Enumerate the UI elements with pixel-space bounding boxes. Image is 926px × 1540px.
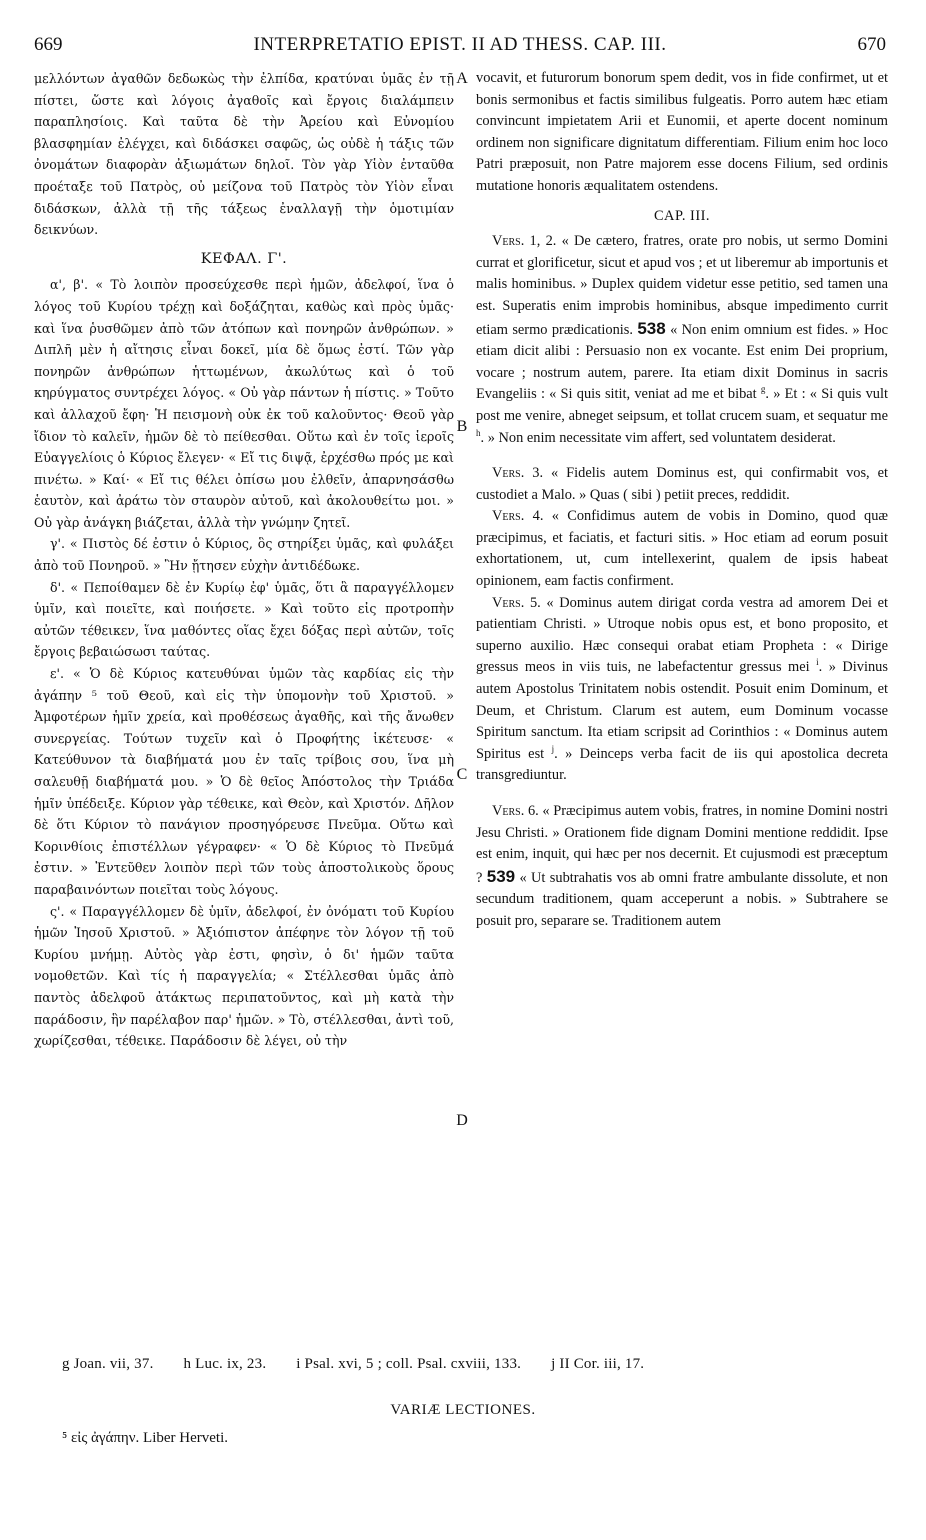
latin-chapter-heading: CAP. III. [653,207,711,224]
latin-verse-5 [476,593,888,787]
verse-label: Vers. 1, 2. [492,233,557,250]
footnote-ref-j: j [551,744,555,755]
variae-lectiones-title: VARIÆ LECTIONES. [390,1402,536,1418]
latin-verse-6 [476,801,888,933]
footnote-g: g Joan. vii, 37. [62,1356,154,1372]
margin-letter-c: C [456,766,468,783]
greek-verse-3: γ'. « Πιστὸς δέ ἐστιν ὁ Κύριος, ὃς στηρίξει ὑμᾶς, καὶ φυλάξει ἀπὸ τοῦ Πονηροῦ. » Ἣν ᾔτησεν εὐχὴν ἀντιδέδωκε. [34,536,454,574]
margin-letter-a: A [456,70,468,87]
greek-verse-6: ς'. « Παραγγέλλομεν δὲ ὑμῖν, ἀδελφοί, ἐν ὀνόματι τοῦ Κυρίου ἡμῶν Ἰησοῦ Χριστοῦ. » Ἀξιόπιστον ἀπέφηνε τὸν λόγον τῇ τοῦ Κυρίου μνήμῃ. Αὐτὸς γὰρ ἐστι, φησὶν, ὁ δι' ἡμῶν ταῦτα νομοθετῶν. Καὶ τίς ἡ παραγγελία; « Στέλλεσθαι ὑμᾶς ἀπὸ παντὸς ἀδελφοῦ ἀτάκτως περιπατοῦντος, καὶ μὴ κατὰ τὴν παράδοσιν, ἣν παρέλαβον παρ' ἡμῶν. » Τὸ, στέλλεσθαι, ἀντὶ τοῦ, χωρίζεσθαι, τέθεικε. Παράδοσιν δὲ λέγει, οὐ τὴν [34,903,454,1049]
page-number-left: 669 [34,34,63,55]
running-title: INTERPRETATIO EPIST. II AD THESS. CAP. III. [253,34,667,55]
margin-letter-b: B [456,418,468,435]
verse-label: Vers. 6. [492,803,539,819]
page-header [34,34,886,62]
page-number-right: 670 [857,34,886,55]
margin-letter-d: D [456,1112,468,1129]
verse-label: Vers. 3. [492,465,544,482]
verse-text: « Dominus autem dirigat corda vestra ad amorem Dei et patientiam Christi. » Utroque nobis opus est, et bono proposito, et superno auxilio. Hæc consequi orabat etiam Propheta : « Dirige gressus meos in viis tuis, ne labefactentur gressus mei [476,594,888,676]
column-number-538: 538 [637,318,666,338]
verse-text: « Præcipimus autem vobis, fratres, in nomine Domini nostri Jesu Christi. » Orationem fide dignam Domini mentione reddidit. Ipse est enim, inquit, qui hæc per nos decernit. Et cujusmodi est præceptum ? [476,803,888,886]
verse-text: « Non enim omnium est fides. » Hoc etiam dicit alibi : Persuasio non ex vocante. Est enim Dei proprium, vocare ; nostrum autem, parere. Ita etiam dixit Dominus in sacris Evangeliis : « Si quis sitit, veniat ad me et bibat [476,321,888,403]
verse-text: « Ut subtrahatis vos ab omni fratre ambulante dissolute, et non secundum traditionem, quam acceperunt a nobis. » Subtrahere se posuit pro, separare se. Traditionem autem [476,869,888,929]
verse-text: . » Et : « Si quis vult post me venire, abneget seipsum, et tollat crucem suam, et sequatur me [476,386,888,424]
latin-paragraph-intro: vocavit, et futurorum bonorum spem dedit, vos in fide confirmet, ut et bonis sermonibus et factis similibus fulgeatis. Porro autem hæc etiam convincunt impietatem Arii et Eunomii, et aperte docent nominum ordinem non significare dignitatum differentiam. Filium enim hoc loco Patri præposuit, non Patre majorem esse docens Filium, sed ordinis mutatione honoris æqualitatem ostendens. [476,70,888,194]
greek-paragraph-intro: μελλόντων ἀγαθῶν δεδωκὼς τὴν ἐλπίδα, κρατύναι ὑμᾶς ἐν τῇ πίστει, ὥστε καὶ λόγοις ἀγαθοῖς καὶ ἔργοις διαλάμπειν παραπλησίοις. Καὶ ταῦτα δὲ τὴν Ἀρείου καὶ Εὐνομίου βλασφημίαν ἐλέγχει, καὶ διδάσκει σαφῶς, ὡς οὐδὲ ἡ τάξις τῶν ὀνομάτων διαφορὰν ἀξιωμάτων δηλοῖ. Τὸν γὰρ Υἱὸν ἐνταῦθα προέταξε τοῦ Πατρὸς, οὐ μείζονα τοῦ Πατρὸς τὸν Υἱὸν εἶναι διδάσκων, ἀλλὰ τῇ τῆς τάξεως ἐναλλαγῇ τὴν ὁμοτιμίαν δεικνύων. [34,71,454,238]
footnote-j: j II Cor. iii, 17. [551,1356,645,1372]
verse-text: « Confidimus autem de vobis in Domino, quod quæ præcipimus, et faciatis, et facturi sitis. » Hoc etiam ad eorum posuit exhortationem, ut, cum intellexerint, qualem de ipsis habeat opinionem, eam factis confirment. [476,508,888,590]
column-number-539: 539 [486,866,516,886]
greek-verse-5: ε'. « Ὁ δὲ Κύριος κατευθύναι ὑμῶν τὰς καρδίας εἰς τὴν ἀγάπην ⁵ τοῦ Θεοῦ, καὶ εἰς τὴν ὑπομονὴν τοῦ Χριστοῦ. » Ἀμφοτέρων ἡμῖν χρεία, καὶ προθέσεως ἀγαθῆς, καὶ τῆς ἄνωθεν συνεργείας. Τούτων τυχεῖν καὶ ὁ Προφήτης ἱκέτευσε· « Κατεύθυνον τὰ διαβήματά μου ἐν ταῖς τρίβοις σου, ἵνα μὴ σαλευθῇ διαβήματά μου. » Ὁ δὲ θεῖος Ἀπόστολος τὴν Τριάδα ἡμῖν ὑπέδειξε. Κύριον γὰρ τέθεικε, καὶ Θεὸν, καὶ Χριστόν. Δῆλον δὲ ὅτι Κύριον τὸ πανάγιον προσηγόρευσε Πνεῦμα. Οὕτω καὶ Κορινθίοις ἐπιστέλλων γέγραφεν· « Ὁ δὲ Κύριος τὸ Πνεῦμά ἐστιν. » Ἐντεῦθεν λοιπὸν περὶ τῶν τοὺς ἀποστολικοὺς ὅρους παραβαινόντων ποιεῖται τοὺς λόγους. [34,666,454,897]
footnotes [62,1356,886,1373]
verse-text: « De cætero, fratres, orate pro nobis, ut sermo Domini currat et glorificetur, sicut et apud vos ; et ut liberemur ab importunis et malis hominibus. » Duplex quidem videtur esse petitio, sed tamen una est. Superatis enim improbis hominibus, absque impedimento currit etiam sermo prædicationis. [476,233,888,338]
verse-label: Vers. 5. [492,594,541,611]
verse-text: . » Non enim necessitate vim affert, sed voluntatem desiderat. [480,429,836,446]
latin-column [476,68,888,933]
greek-column [34,68,454,1052]
latin-verse-1-2 [476,231,888,449]
verse-label: Vers. 4. [492,508,544,525]
greek-verse-4: δ'. « Πεποίθαμεν δὲ ἐν Κυρίῳ ἐφ' ὑμᾶς, ὅτι ἃ παραγγέλλομεν ὑμῖν, καὶ ποιεῖτε, καὶ ποιήσετε. » Καὶ τοῦτο εἰς προτροπὴν αὐτῶν τέθεικεν, ἵνα μαθόντες οἵας ἔχει δόξας περὶ αὐτῶν, τοῖς ἔργοις βεβαιώσωσι ταύτας. [34,579,454,660]
greek-chapter-heading: ΚΕΦΑΛ. Γ'. [200,250,288,267]
footnote-ref-h: h [476,427,481,438]
verse-text: « Fidelis autem Dominus est, qui confirmabit vos, et custodiet a Malo. » Quas ( sibi ) petiit preces, reddidit. [476,465,888,503]
greek-verse-1-2: α', β'. « Τὸ λοιπὸν προσεύχεσθε περὶ ἡμῶν, ἀδελφοί, ἵνα ὁ λόγος τοῦ Κυρίου τρέχῃ καὶ δοξάζηται, καθὼς καὶ πρὸς ὑμᾶς· καὶ ἵνα ῥυσθῶμεν ἀπὸ τῶν ἀτόπων καὶ πονηρῶν ἀνθρώπων. » Διπλῆ μὲν ἡ αἴτησις εἶναι δοκεῖ, μία δὲ ὅμως ἐστί. Τῶν γὰρ πονηρῶν ἀνθρώπων ἡττωμένων, ἀκωλύτως καὶ ὁ τοῦ κηρύγματος συντρέχει λόγος. « Οὐ γὰρ πάντων ἡ πίστις. » Τοῦτο καὶ ἀλλαχοῦ ἔφη· Ἡ πεισμονὴ οὐκ ἐκ τοῦ καλοῦντος· Θεοῦ γὰρ ἴδιον τὸ καλεῖν, ἡμῶν δὲ τὸ πείθεσθαι. Οὕτω καὶ ἐν τοῖς ἱεροῖς Εὐαγγελίοις ὁ Κύριος ἔλεγεν· « Εἴ τις διψᾷ, ἐρχέσθω πρός με καὶ πινέτω. » Καί· « Εἴ τις θέλει ὀπίσω μου ἐλθεῖν, ἀπαρνησάσθω ἑαυτὸν, καὶ ἀράτω τὸν σταυρὸν αὐτοῦ, καὶ ἀκολουθείτω μοι. » Οὐ γὰρ ἀνάγκη βιάζεται, ἀλλὰ τὴν γνώμην ζητεῖ. [34,277,454,530]
latin-verse-4 [476,506,888,592]
footnote-ref-g: g [760,384,766,395]
footnote-ref-i: i [816,657,819,668]
latin-verse-3 [476,463,888,506]
verse-text: . » Deinceps verba facit de iis qui apostolica decreta transgrediuntur. [476,745,888,784]
footnote-h: h Luc. ix, 23. [183,1356,267,1372]
footnote-i: i Psal. xvi, 5 ; coll. Psal. cxviii, 133. [296,1356,522,1372]
verse-text: . » Divinus autem Apostolus Trinitatem nobis ostendit. Posuit enim Dominum, et Deum, et Christum. Clarum est autem, eum Dominum vocasse Spiritum sanctum. Ita etiam scripsit ad Corinthios : « Dominus autem Spiritus est [476,659,888,762]
variae-lectiones-note: ⁵ εἰς ἀγάπην. Liber Herveti. [62,1430,229,1446]
